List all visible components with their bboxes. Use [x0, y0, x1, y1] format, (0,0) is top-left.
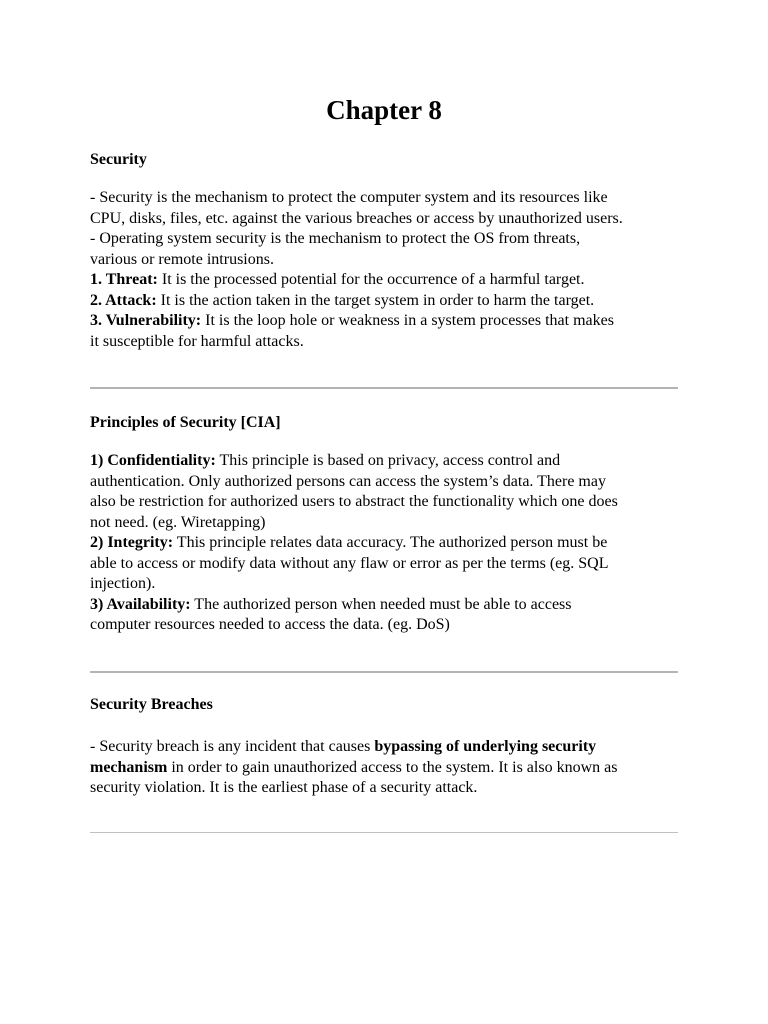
section-heading-security: Security — [90, 151, 147, 168]
paragraph-line: computer resources needed to access the data. (eg. DoS) — [90, 616, 450, 633]
integrity-definition — [90, 533, 690, 554]
paragraph-line: various or remote intrusions. — [90, 250, 274, 268]
paragraph-line: able to access or modify data without any flaw or error as per the terms (eg. SQL — [90, 554, 609, 572]
integrity-text: This principle relates data accuracy. The authorized person must be — [173, 534, 608, 551]
paragraph-line: CPU, disks, files, etc. against the various breaches or access by unauthorized users. — [90, 209, 623, 227]
threat-label: 1. Threat: — [90, 271, 158, 288]
paragraph-line: not need. (eg. Wiretapping) — [90, 513, 266, 531]
breach-text: in order to gain unauthorized access to the system. It is also known as — [167, 758, 618, 776]
section-divider — [90, 387, 678, 389]
security-paragraph — [90, 188, 690, 352]
section-divider — [90, 832, 678, 833]
availability-definition — [90, 595, 690, 616]
paragraph-line: security violation. It is the earliest phase of a security attack. — [90, 779, 478, 796]
paragraph-line: also be restriction for authorized users to abstract the functionality which one does — [90, 493, 618, 510]
breach-bold-text: bypassing of underlying security — [374, 738, 597, 755]
confidentiality-text: This principle is based on privacy, access control and — [215, 452, 561, 469]
availability-label: 3) Availability: — [90, 595, 191, 613]
attack-label: 2. Attack: — [90, 291, 157, 309]
section-heading-breaches: Security Breaches — [90, 696, 213, 713]
chapter-title: Chapter 8 — [326, 95, 442, 125]
confidentiality-definition — [90, 451, 690, 472]
breach-text-prefix: - Security breach is any incident that causes — [90, 738, 375, 755]
breach-bold-text: mechanism — [90, 758, 168, 776]
threat-text: It is the processed potential for the occurrence of a harmful target. — [157, 271, 585, 288]
paragraph-line: authentication. Only authorized persons can access the system’s data. There may — [90, 472, 606, 490]
vulnerability-label: 3. Vulnerability: — [90, 312, 202, 329]
paragraph-line: - Security is the mechanism to protect the computer system and its resources like — [90, 189, 608, 206]
confidentiality-label: 1) Confidentiality: — [90, 452, 216, 469]
paragraph-line — [90, 737, 690, 758]
availability-text: The authorized person when needed must be able to access — [190, 595, 572, 613]
attack-definition — [90, 291, 690, 312]
paragraph-line — [90, 758, 690, 779]
principles-paragraph — [90, 451, 690, 636]
paragraph-line: injection). — [90, 575, 156, 592]
integrity-label: 2) Integrity: — [90, 534, 174, 551]
vulnerability-text: It is the loop hole or weakness in a system processes that makes — [201, 312, 614, 329]
section-heading-principles: Principles of Security [CIA] — [90, 414, 281, 431]
vulnerability-definition — [90, 311, 690, 332]
paragraph-line: it susceptible for harmful attacks. — [90, 332, 304, 350]
paragraph-line: - Operating system security is the mechanism to protect the OS from threats, — [90, 230, 581, 247]
breaches-paragraph — [90, 737, 690, 799]
attack-text: It is the action taken in the target system in order to harm the target. — [156, 291, 595, 309]
threat-definition — [90, 270, 690, 291]
section-divider — [90, 671, 678, 673]
